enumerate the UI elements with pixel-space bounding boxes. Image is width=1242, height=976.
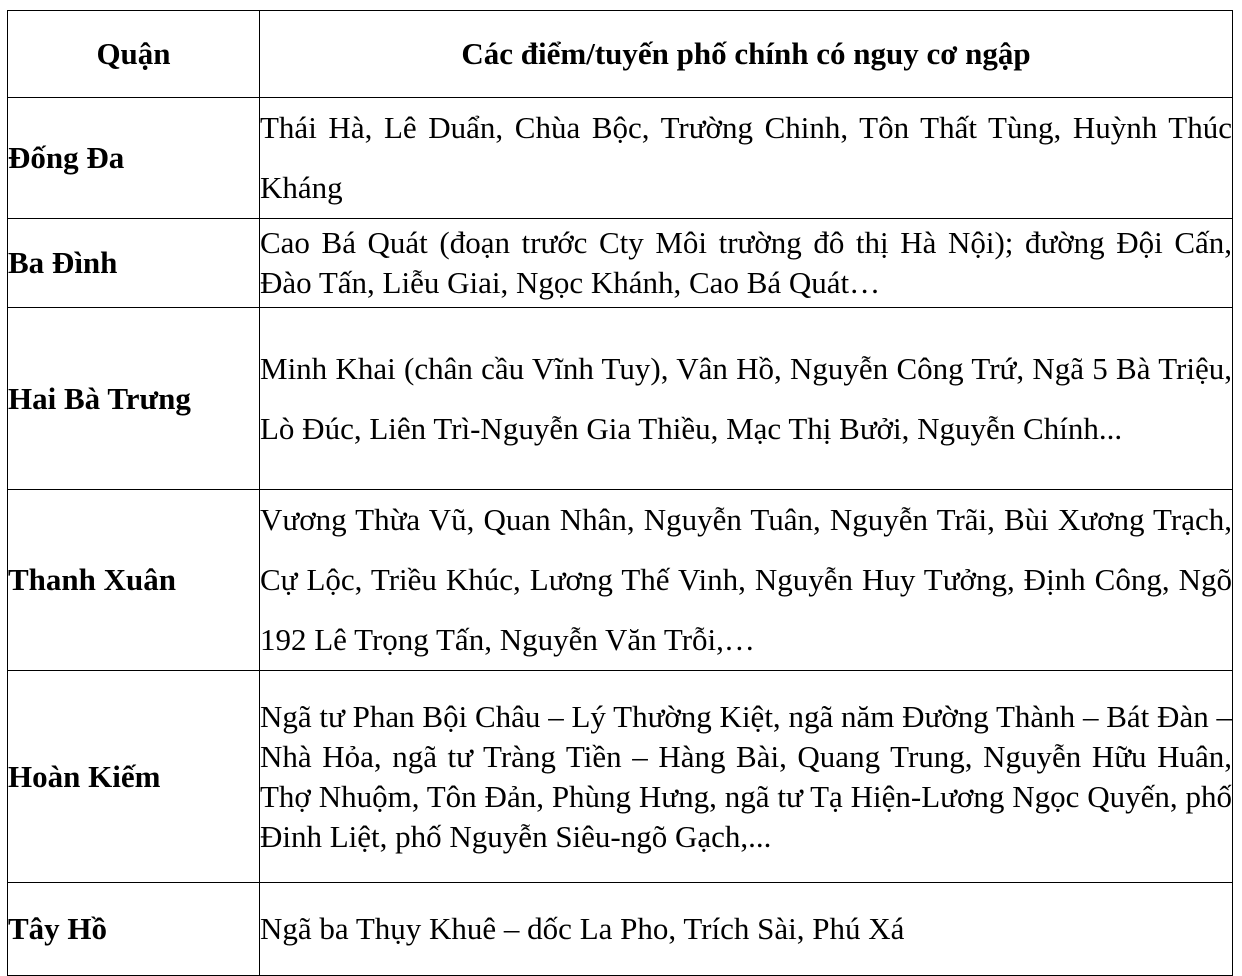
district-cell: Ba Đình (8, 219, 260, 308)
streets-cell: Thái Hà, Lê Duẩn, Chùa Bộc, Trường Chinh, Tôn Thất Tùng, Huỳnh Thúc Kháng (260, 98, 1233, 219)
district-cell: Hoàn Kiếm (8, 671, 260, 883)
flood-risk-table (7, 10, 1233, 976)
table-row (8, 671, 1233, 883)
streets-cell: Ngã tư Phan Bội Châu – Lý Thường Kiệt, ngã năm Đường Thành – Bát Đàn – Nhà Hỏa, ngã tư Tràng Tiền – Hàng Bài, Quang Trung, Nguyễn Hữu Huân, Thợ Nhuộm, Tôn Đản, Phùng Hưng, ngã tư Tạ Hiện-Lương Ngọc Quyến, phố Đinh Liệt, phố Nguyễn Siêu-ngõ Gạch,... (260, 671, 1233, 883)
table-row (8, 219, 1233, 308)
district-cell: Đống Đa (8, 98, 260, 219)
table-row (8, 883, 1233, 976)
streets-cell: Cao Bá Quát (đoạn trước Cty Môi trường đô thị Hà Nội); đường Đội Cấn, Đào Tấn, Liễu Giai, Ngọc Khánh, Cao Bá Quát… (260, 219, 1233, 308)
column-header-district: Quận (8, 11, 260, 98)
streets-cell: Vương Thừa Vũ, Quan Nhân, Nguyễn Tuân, Nguyễn Trãi, Bùi Xương Trạch, Cự Lộc, Triều Khúc, Lương Thế Vinh, Nguyễn Huy Tưởng, Định Công, Ngõ 192 Lê Trọng Tấn, Nguyễn Văn Trỗi,… (260, 490, 1233, 671)
district-cell: Hai Bà Trưng (8, 308, 260, 490)
district-cell: Tây Hồ (8, 883, 260, 976)
streets-cell: Minh Khai (chân cầu Vĩnh Tuy), Vân Hồ, Nguyễn Công Trứ, Ngã 5 Bà Triệu, Lò Đúc, Liên Trì-Nguyễn Gia Thiều, Mạc Thị Bưởi, Nguyễn Chính... (260, 308, 1233, 490)
table-row (8, 490, 1233, 671)
table-row (8, 308, 1233, 490)
table-row (8, 98, 1233, 219)
streets-cell: Ngã ba Thụy Khuê – dốc La Pho, Trích Sài, Phú Xá (260, 883, 1233, 976)
column-header-streets: Các điểm/tuyến phố chính có nguy cơ ngập (260, 11, 1233, 98)
district-cell: Thanh Xuân (8, 490, 260, 671)
table-header-row (8, 11, 1233, 98)
